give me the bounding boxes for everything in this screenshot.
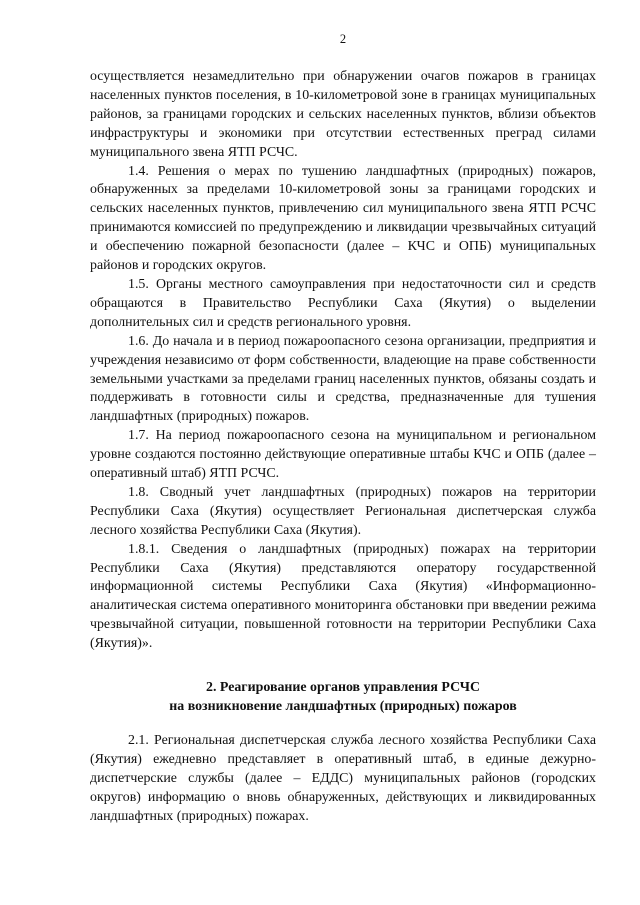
paragraph-1-6: 1.6. До начала и в период пожароопасного сезона организации, предприятия и учреждения независимо от форм собственности, владеющие на праве собственности земельными участками за пределами границ населенных пунктов, обязаны создать и поддерживать в готовности силы и средства, предназначенные для тушения ландшафтных (природных) пожаров. [90,333,596,425]
paragraph-1-4: 1.4. Решения о мерах по тушению ландшафтных (природных) пожаров, обнаруженных за пределами 10-километровой зоны за границами городских и сельских населенных пунктов, привлечению сил муниципального звена ЯТП РСЧС принимаются комиссией по предупреждению и ликвидации чрезвычайных ситуаций и обеспечению пожарной безопасности (далее – КЧС и ОПБ) муниципальных районов и городских округов. [90,163,596,274]
section-2-heading-line-2: на возникновение ландшафтных (природных) пожаров [169,699,517,714]
paragraph-2-1: 2.1. Региональная диспетчерская служба лесного хозяйства Республики Саха (Якутия) ежедневно представляет в оперативный штаб, в единые дежурно-диспетчерские службы (далее – ЕДДС) муниципальных районов (городских округов) информацию о вновь обнаруженных, действующих и ликвидированных ландшафтных (природных) пожарах. [90,732,596,824]
paragraph-1-8-1: 1.8.1. Сведения о ландшафтных (природных) пожарах на территории Республики Саха (Якутия) представляются оператору государственной информационной системы Республики Саха (Якутия) «Информационно-аналитическая система оперативного мониторинга обстановки при введении режима чрезвычайной ситуации, повышенной готовности на территории Республики Саха (Якутия)». [90,541,596,652]
page-number: 2 [339,32,347,46]
section-2-heading-line-1: 2. Реагирование органов управления РСЧС [206,680,480,696]
section-2-heading [90,679,596,717]
paragraph-1-7: 1.7. На период пожароопасного сезона на муниципальном и региональном уровне создаются постоянно действующие оперативные штабы КЧС и ОПБ (далее – оперативный штаб) ЯТП РСЧС. [90,428,596,482]
paragraph-1-8: 1.8. Сводный учет ландшафтных (природных) пожаров на территории Республики Саха (Якутия) осуществляет Региональная диспетчерская служба лесного хозяйства Республики Саха (Якутия). [90,484,596,538]
paragraph-1-5: 1.5. Органы местного самоуправления при недостаточности сил и средств обращаются в Правительство Республики Саха (Якутия) о выделении дополнительных сил и средств регионального уровня. [90,276,596,330]
paragraph-continuation: осуществляется незамедлительно при обнаружении очагов пожаров в границах населенных пунктов поселения, в 10-километровой зоне в границах муниципальных районов, за границами городских и сельских населенных пунктов, вблизи объектов инфраструктуры и экономики при отсутствии естественных преград силами муниципального звена ЯТП РСЧС. [90,69,596,160]
document-page [90,30,596,826]
